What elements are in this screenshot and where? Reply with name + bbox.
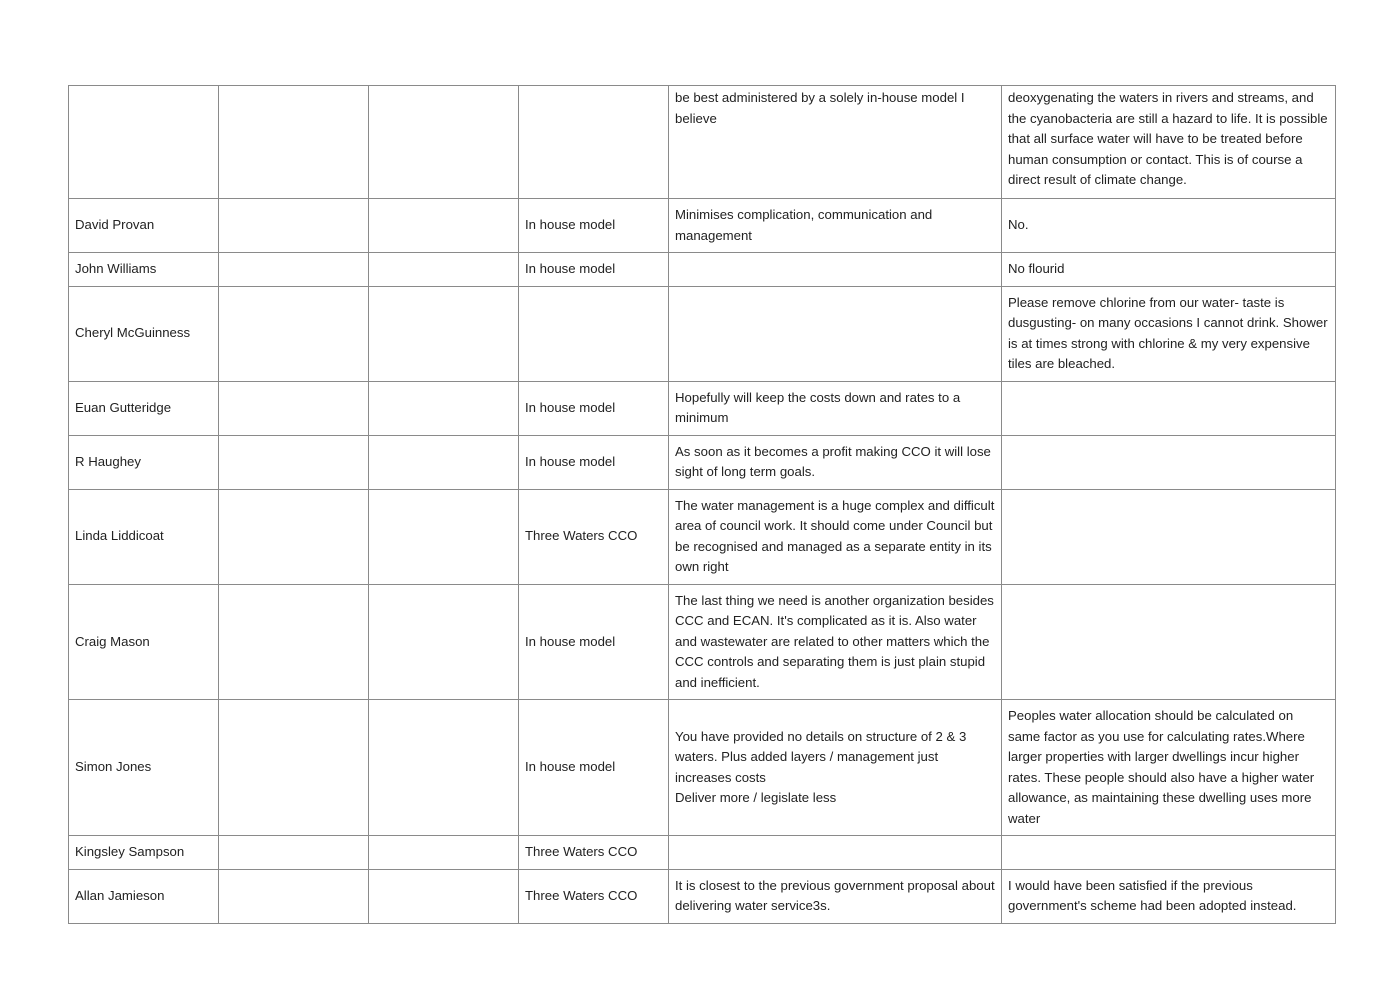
preferred-model-cell: Three Waters CCO bbox=[519, 869, 669, 923]
comment-cell bbox=[1002, 489, 1336, 584]
empty-cell bbox=[219, 584, 369, 700]
table-row bbox=[69, 700, 1336, 836]
comment-cell: Please remove chlorine from our water- taste is dusgusting- on many occasions I cannot drink. Shower is at times strong with chlorine & my very expensive tiles are bleached. bbox=[1002, 286, 1336, 381]
empty-cell bbox=[369, 489, 519, 584]
reason-cell bbox=[669, 836, 1002, 870]
preferred-model-cell: In house model bbox=[519, 584, 669, 700]
preferred-model-cell: In house model bbox=[519, 199, 669, 253]
submitter-name-cell: John Williams bbox=[69, 253, 219, 287]
empty-cell bbox=[219, 489, 369, 584]
preferred-model-cell: In house model bbox=[519, 253, 669, 287]
submitter-name-cell bbox=[69, 86, 219, 199]
table-row bbox=[69, 584, 1336, 700]
empty-cell bbox=[369, 700, 519, 836]
comment-cell: No flourid bbox=[1002, 253, 1336, 287]
empty-cell bbox=[369, 86, 519, 199]
table-row bbox=[69, 86, 1336, 199]
reason-cell: Minimises complication, communication and management bbox=[669, 199, 1002, 253]
empty-cell bbox=[369, 836, 519, 870]
reason-cell: be best administered by a solely in-house model I believe bbox=[669, 86, 1002, 199]
empty-cell bbox=[369, 584, 519, 700]
reason-cell: The last thing we need is another organization besides CCC and ECAN. It's complicated as it is. Also water and wastewater are related to other matters which the CCC controls and separating them is just plain stupid and inefficient. bbox=[669, 584, 1002, 700]
empty-cell bbox=[219, 253, 369, 287]
empty-cell bbox=[219, 869, 369, 923]
preferred-model-cell: Three Waters CCO bbox=[519, 836, 669, 870]
submitter-name-cell: Cheryl McGuinness bbox=[69, 286, 219, 381]
reason-cell bbox=[669, 253, 1002, 287]
comment-cell: I would have been satisfied if the previous government's scheme had been adopted instead. bbox=[1002, 869, 1336, 923]
submitter-name-cell: Simon Jones bbox=[69, 700, 219, 836]
submitter-name-cell: Linda Liddicoat bbox=[69, 489, 219, 584]
submitter-name-cell: Euan Gutteridge bbox=[69, 381, 219, 435]
empty-cell bbox=[219, 86, 369, 199]
preferred-model-cell bbox=[519, 86, 669, 199]
reason-cell: As soon as it becomes a profit making CCO it will lose sight of long term goals. bbox=[669, 435, 1002, 489]
table-row bbox=[69, 253, 1336, 287]
reason-cell bbox=[669, 286, 1002, 381]
table-row bbox=[69, 286, 1336, 381]
empty-cell bbox=[219, 381, 369, 435]
table-row bbox=[69, 869, 1336, 923]
table-row bbox=[69, 199, 1336, 253]
empty-cell bbox=[219, 435, 369, 489]
comment-cell: deoxygenating the waters in rivers and streams, and the cyanobacteria are still a hazard to life. It is possible that all surface water will have to be treated before human consumption or contact. This is of course a direct result of climate change. bbox=[1002, 86, 1336, 199]
reason-cell: It is closest to the previous government proposal about delivering water service3s. bbox=[669, 869, 1002, 923]
table-row bbox=[69, 836, 1336, 870]
empty-cell bbox=[369, 286, 519, 381]
comment-cell: No. bbox=[1002, 199, 1336, 253]
preferred-model-cell bbox=[519, 286, 669, 381]
comment-cell bbox=[1002, 435, 1336, 489]
empty-cell bbox=[219, 286, 369, 381]
table-row bbox=[69, 435, 1336, 489]
preferred-model-cell: Three Waters CCO bbox=[519, 489, 669, 584]
submitter-name-cell: David Provan bbox=[69, 199, 219, 253]
empty-cell bbox=[369, 869, 519, 923]
empty-cell bbox=[369, 253, 519, 287]
submitter-name-cell: Kingsley Sampson bbox=[69, 836, 219, 870]
table-row bbox=[69, 489, 1336, 584]
comment-cell bbox=[1002, 584, 1336, 700]
submitter-name-cell: R Haughey bbox=[69, 435, 219, 489]
reason-cell: Hopefully will keep the costs down and rates to a minimum bbox=[669, 381, 1002, 435]
comment-cell bbox=[1002, 381, 1336, 435]
preferred-model-cell: In house model bbox=[519, 381, 669, 435]
submissions-table bbox=[68, 85, 1336, 924]
empty-cell bbox=[219, 199, 369, 253]
empty-cell bbox=[369, 199, 519, 253]
reason-cell: The water management is a huge complex and difficult area of council work. It should come under Council but be recognised and managed as a separate entity in its own right bbox=[669, 489, 1002, 584]
submissions-sheet bbox=[68, 85, 1335, 924]
empty-cell bbox=[369, 435, 519, 489]
preferred-model-cell: In house model bbox=[519, 435, 669, 489]
empty-cell bbox=[219, 836, 369, 870]
reason-cell: You have provided no details on structure of 2 & 3 waters. Plus added layers / management just increases costs Deliver more / legislate less bbox=[669, 700, 1002, 836]
submitter-name-cell: Allan Jamieson bbox=[69, 869, 219, 923]
comment-cell: Peoples water allocation should be calculated on same factor as you use for calculating rates.Where larger properties with larger dwellings incur higher rates. These people should also have a higher water allowance, as maintaining these dwelling uses more water bbox=[1002, 700, 1336, 836]
preferred-model-cell: In house model bbox=[519, 700, 669, 836]
comment-cell bbox=[1002, 836, 1336, 870]
table-row bbox=[69, 381, 1336, 435]
empty-cell bbox=[369, 381, 519, 435]
empty-cell bbox=[219, 700, 369, 836]
submitter-name-cell: Craig Mason bbox=[69, 584, 219, 700]
